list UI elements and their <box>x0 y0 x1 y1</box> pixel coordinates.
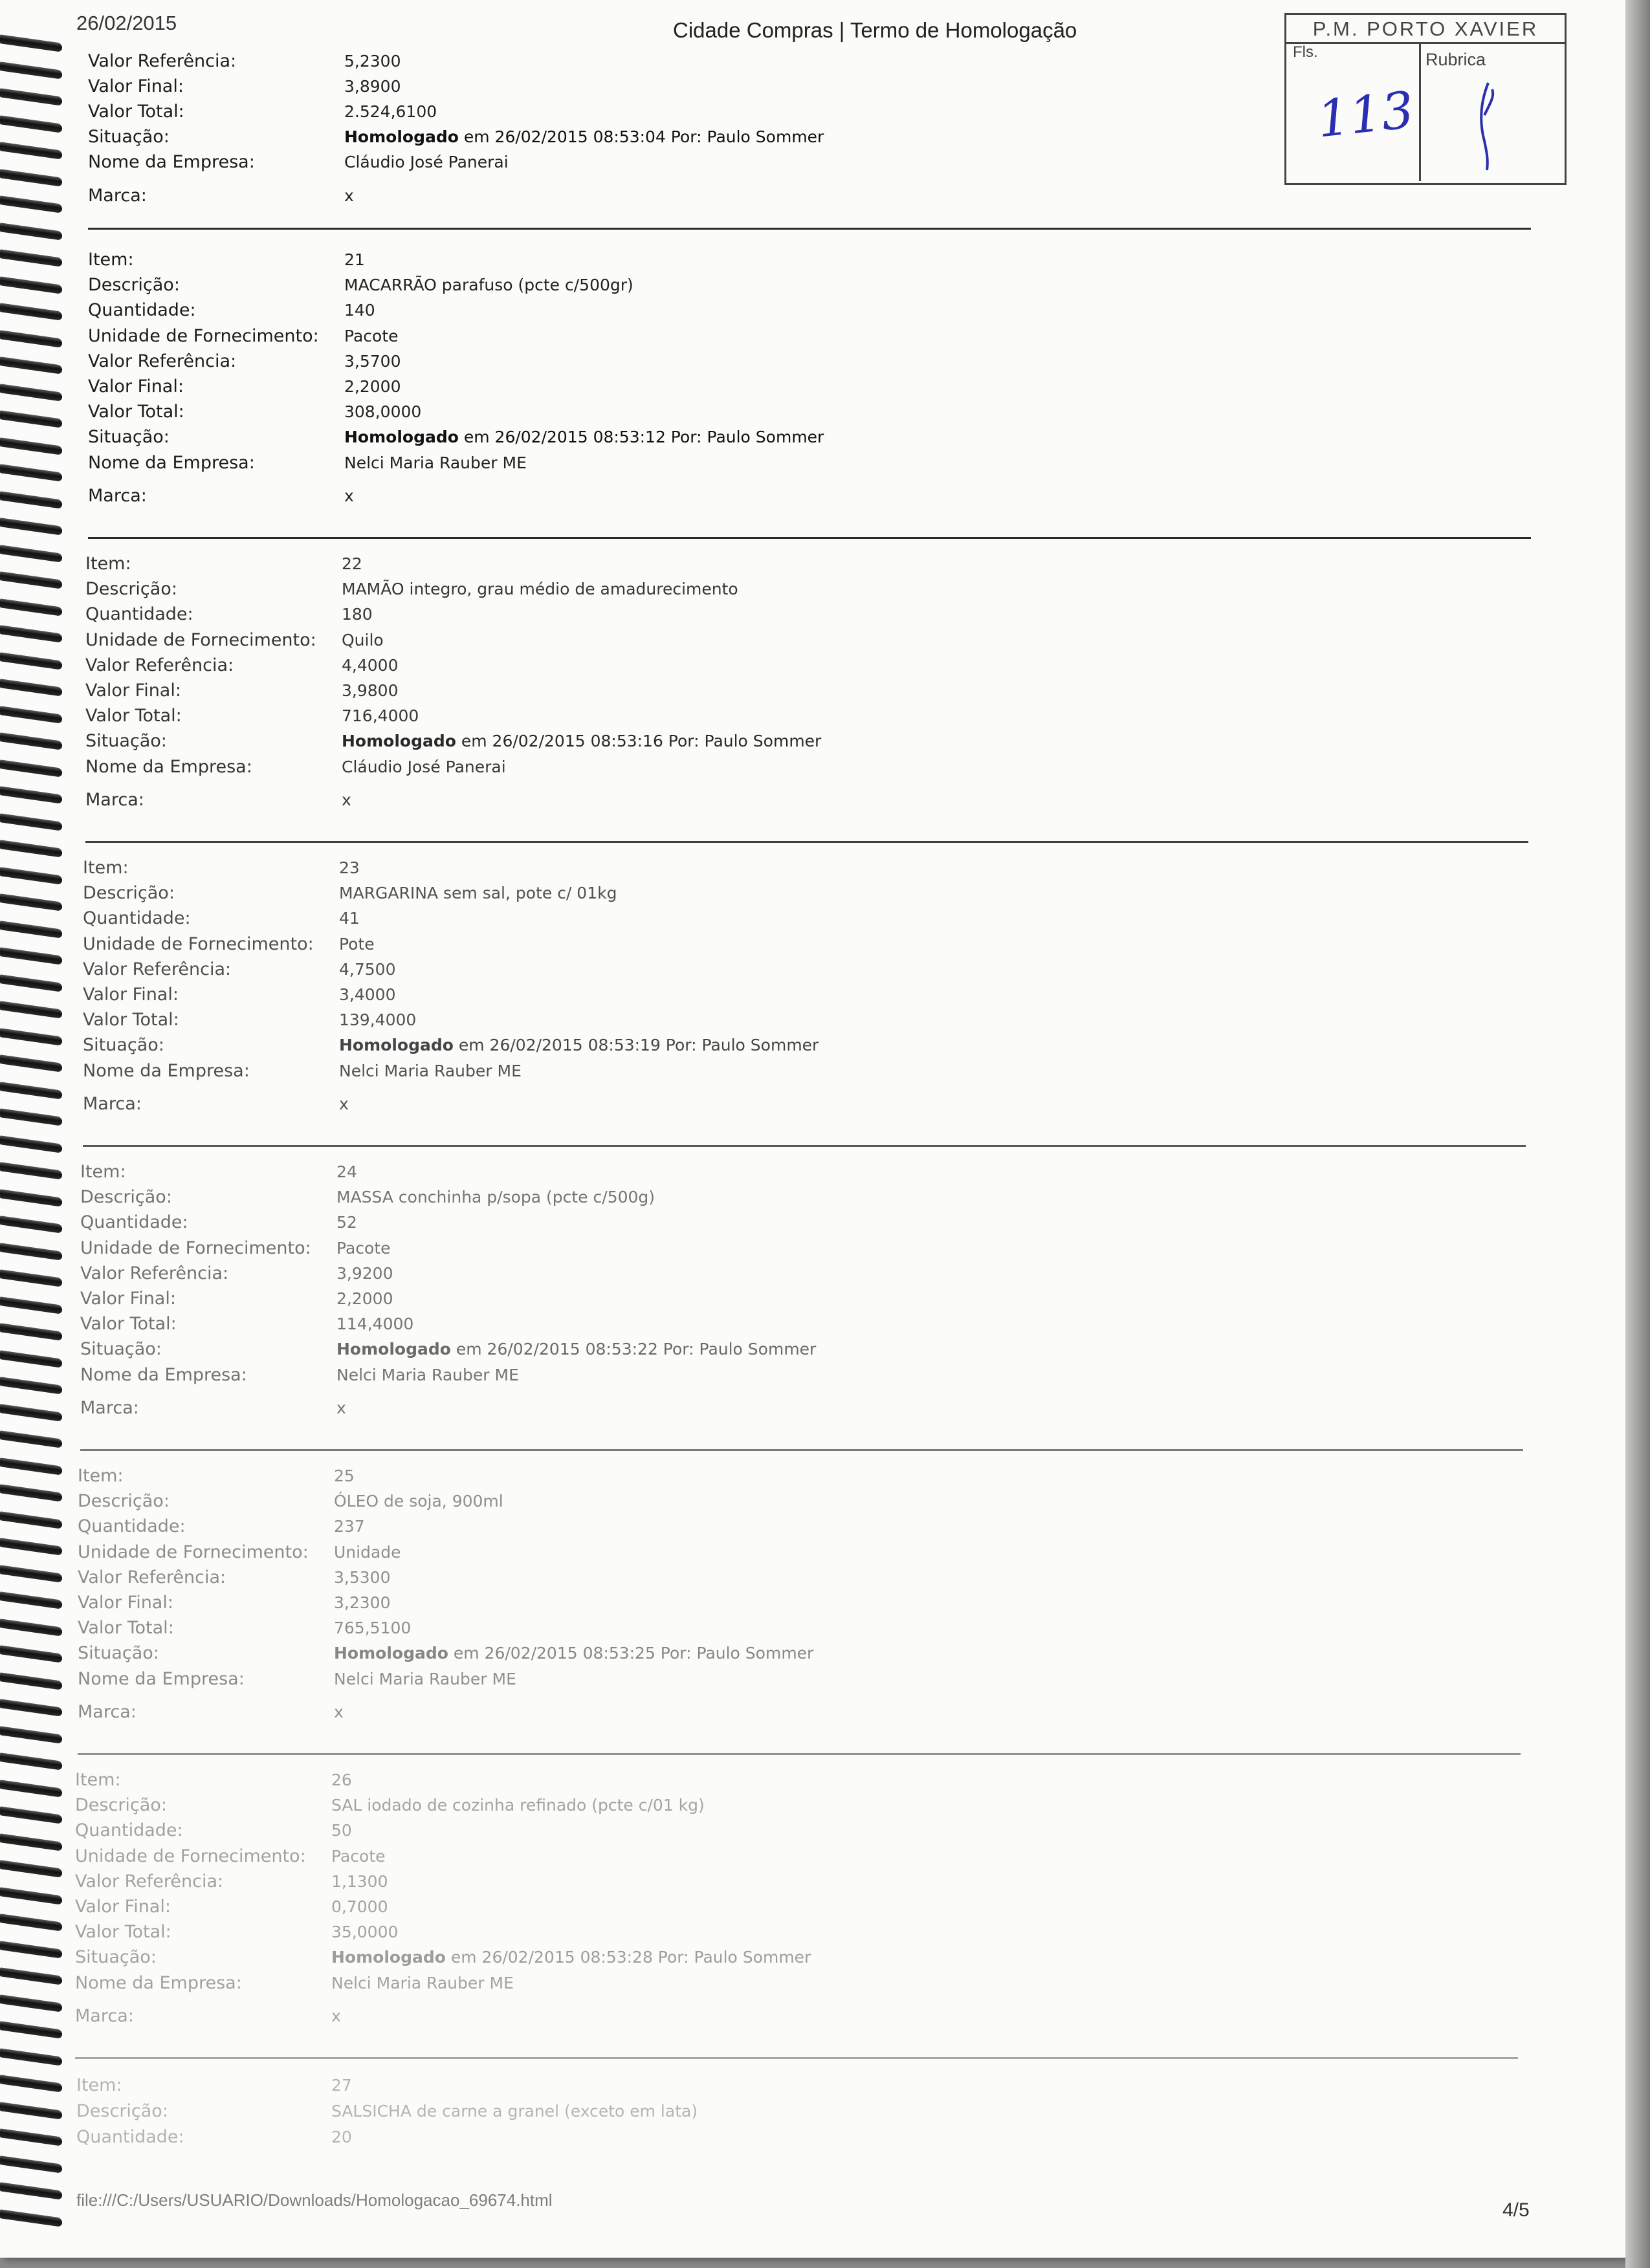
field-value: 140 <box>344 301 375 320</box>
binding-coil <box>0 2021 62 2038</box>
binding-coil <box>0 1135 62 1153</box>
binding-coil <box>0 1028 62 1045</box>
field-value: SAL iodado de cozinha refinado (pcte c/01 kg) <box>331 1796 705 1815</box>
binding-coil <box>0 679 62 696</box>
field-label: Unidade de Fornecimento: <box>83 933 314 954</box>
field-value: 3,5300 <box>334 1567 391 1587</box>
field-value: 20 <box>331 2128 352 2146</box>
field-label: Valor Total: <box>88 402 184 422</box>
binding-coil <box>0 1752 62 1770</box>
field-label: Valor Final: <box>80 1289 176 1309</box>
field-label: Quantidade: <box>88 300 196 321</box>
field-value: 139,4000 <box>339 1010 417 1030</box>
field-value: 114,4000 <box>336 1314 414 1334</box>
binding-coil <box>0 1860 62 1877</box>
field-value <box>344 124 824 150</box>
field-value: 23 <box>339 858 360 877</box>
field-label: Valor Final: <box>78 1593 173 1613</box>
field-label: Descrição: <box>88 275 180 296</box>
print-date: 26/02/2015 <box>76 12 177 34</box>
binding-coil <box>0 276 62 294</box>
field-value: x <box>344 486 354 505</box>
field-value: 27 <box>331 2076 352 2095</box>
field-value <box>334 1641 813 1666</box>
field-label: Descrição: <box>76 2101 168 2121</box>
field-value: ÓLEO de soja, 900ml <box>334 1492 503 1511</box>
field-value: 50 <box>331 1821 352 1840</box>
binding-coil <box>0 1296 62 1314</box>
binding-coil <box>0 1780 62 1797</box>
binding-coil <box>0 1967 62 1985</box>
field-value: 3,9200 <box>336 1263 393 1283</box>
field-value: Pacote <box>336 1238 391 1258</box>
field-value: 308,0000 <box>344 402 422 422</box>
field-label: Nome da Empresa: <box>80 1364 247 1385</box>
field-value: 3,4000 <box>339 985 396 1004</box>
binding-coil <box>0 1189 62 1206</box>
field-label: Marca: <box>83 1093 142 1114</box>
page-title: Cidade Compras | Termo de Homologação <box>673 18 1077 42</box>
field-value: 1,1300 <box>331 1871 388 1891</box>
field-label: Situação: <box>88 127 170 147</box>
field-value: 0,7000 <box>331 1897 388 1916</box>
binding-coil <box>0 249 62 267</box>
field-value: Pote <box>339 934 375 954</box>
binding-coil <box>0 303 62 320</box>
field-label: Nome da Empresa: <box>88 152 255 172</box>
field-value: Pacote <box>344 326 399 345</box>
status-text: Homologado <box>339 1036 454 1055</box>
field-label: Quantidade: <box>80 1212 188 1233</box>
status-detail: em 26/02/2015 08:53:19 Por: Paulo Sommer <box>458 1036 819 1055</box>
status-detail: em 26/02/2015 08:53:04 Por: Paulo Sommer <box>463 127 824 146</box>
field-label: Unidade de Fornecimento: <box>78 1542 309 1562</box>
field-value: 22 <box>342 554 362 573</box>
binding-coil <box>0 410 62 428</box>
binding-coil <box>0 813 62 831</box>
field-value: x <box>339 1094 349 1113</box>
field-label: Quantidade: <box>78 1516 186 1537</box>
binding-coil <box>0 115 62 133</box>
field-value: MAMÃO integro, grau médio de amadurecimento <box>342 580 738 599</box>
binding-coil <box>0 947 62 965</box>
binding-coil <box>0 1484 62 1501</box>
stamp-rubrica-label: Rubrica <box>1425 50 1486 69</box>
field-label: Valor Final: <box>85 681 181 701</box>
binding-coil <box>0 437 62 455</box>
field-label: Unidade de Fornecimento: <box>88 325 319 346</box>
binding-coil <box>0 1994 62 2012</box>
field-value: 4,7500 <box>339 959 396 979</box>
field-label: Situação: <box>75 1947 157 1968</box>
binding-coil <box>0 1565 62 1582</box>
field-label: Valor Total: <box>88 102 184 122</box>
footer-page-number: 4/5 <box>1502 2199 1530 2221</box>
stamp-fls-label: Fls. <box>1293 43 1318 61</box>
field-value: 2,2000 <box>344 377 401 396</box>
field-label: Valor Total: <box>75 1922 171 1943</box>
field-value <box>331 1945 811 1970</box>
binding-coil <box>0 88 62 105</box>
field-value: 3,9800 <box>342 681 399 700</box>
field-value: Nelci Maria Rauber ME <box>344 453 527 472</box>
field-label: Situação: <box>80 1339 162 1360</box>
field-value <box>336 1336 816 1362</box>
binding-coil <box>0 330 62 347</box>
field-value: MARGARINA sem sal, pote c/ 01kg <box>339 884 617 903</box>
field-label: Valor Final: <box>88 376 184 397</box>
binding-coil <box>0 2155 62 2173</box>
field-value: Unidade <box>334 1542 401 1562</box>
paper-edge <box>1625 0 1650 2268</box>
status-text: Homologado <box>331 1948 446 1967</box>
binding-coil <box>0 1726 62 1743</box>
binding-coil <box>0 1538 62 1555</box>
record-separator <box>80 1449 1523 1451</box>
record-separator <box>85 841 1528 843</box>
status-text: Homologado <box>342 732 456 751</box>
binding-coil <box>0 1619 62 1636</box>
binding-coil <box>0 142 62 159</box>
field-label: Descrição: <box>85 579 177 600</box>
binding-coil <box>0 1833 62 1851</box>
record-separator <box>88 228 1531 230</box>
field-label: Nome da Empresa: <box>83 1060 250 1081</box>
field-label: Quantidade: <box>75 1820 183 1841</box>
field-label: Unidade de Fornecimento: <box>80 1238 311 1258</box>
binding-coil <box>0 356 62 374</box>
binding-coil <box>0 921 62 938</box>
stamp-sheet-number: 113 <box>1314 81 1417 149</box>
field-label: Nome da Empresa: <box>75 1972 242 1993</box>
field-value: Nelci Maria Rauber ME <box>336 1365 519 1384</box>
status-text: Homologado <box>336 1340 451 1359</box>
stamp-org: P.M. PORTO XAVIER <box>1286 15 1565 44</box>
field-value: 52 <box>336 1213 357 1232</box>
binding-coil <box>0 786 62 803</box>
binding-coil <box>0 625 62 642</box>
field-label: Situação: <box>85 731 167 752</box>
protocol-stamp <box>1284 13 1567 185</box>
field-label: Descrição: <box>78 1491 170 1512</box>
field-value: 25 <box>334 1467 355 1485</box>
field-value: 765,5100 <box>334 1619 412 1638</box>
status-text: Homologado <box>344 428 459 447</box>
field-label: Valor Referência: <box>83 959 232 979</box>
binding-coil <box>0 491 62 508</box>
binding-coil <box>0 61 62 79</box>
field-value: x <box>331 2006 341 2025</box>
binding-coil <box>0 1323 62 1340</box>
field-label: Quantidade: <box>83 908 191 929</box>
binding-coil <box>0 1645 62 1663</box>
field-label: Valor Total: <box>83 1010 179 1030</box>
field-label: Unidade de Fornecimento: <box>85 629 316 650</box>
binding-coil <box>0 1082 62 1099</box>
field-label: Nome da Empresa: <box>88 452 255 473</box>
record-separator <box>88 537 1531 539</box>
footer-file-path: file:///C:/Users/USUARIO/Downloads/Homologacao_69674.html <box>76 2190 553 2210</box>
status-detail: em 26/02/2015 08:53:12 Por: Paulo Sommer <box>463 428 824 447</box>
binding-coil <box>0 759 62 777</box>
field-label: Item: <box>88 250 134 270</box>
binding-coil <box>0 518 62 535</box>
status-detail: em 26/02/2015 08:53:16 Por: Paulo Sommer <box>461 732 822 751</box>
field-label: Descrição: <box>75 1795 167 1816</box>
field-value <box>344 424 824 450</box>
field-label: Marca: <box>78 1701 137 1722</box>
binding-coil <box>0 223 62 240</box>
field-label: Marca: <box>80 1397 139 1418</box>
binding-coil <box>0 1162 62 1179</box>
field-label: Valor Final: <box>88 76 184 96</box>
binding-coil <box>0 974 62 992</box>
field-label: Descrição: <box>83 883 175 904</box>
binding-coil <box>0 1591 62 1609</box>
field-value: Cláudio José Panerai <box>342 757 506 776</box>
field-label: Marca: <box>75 2005 134 2026</box>
field-value: MASSA conchinha p/sopa (pcte c/500g) <box>336 1188 655 1207</box>
field-label: Marca: <box>85 789 144 810</box>
binding-coil <box>0 1350 62 1368</box>
field-label: Marca: <box>88 485 147 506</box>
field-label: Valor Referência: <box>75 1871 224 1892</box>
field-value: 716,4000 <box>342 706 419 726</box>
field-label: Nome da Empresa: <box>78 1668 245 1689</box>
binding-coil <box>0 1672 62 1690</box>
binding-coil <box>0 1054 62 1072</box>
binding-coil <box>0 34 62 52</box>
record-separator <box>75 2057 1518 2059</box>
status-text: Homologado <box>344 127 459 146</box>
field-label: Quantidade: <box>85 604 193 625</box>
field-label: Situação: <box>88 427 170 448</box>
field-label: Unidade de Fornecimento: <box>75 1846 306 1866</box>
field-value: 3,8900 <box>344 77 401 96</box>
status-text: Homologado <box>334 1644 448 1663</box>
field-value <box>339 1032 819 1058</box>
field-label: Valor Total: <box>85 706 182 726</box>
binding-coil <box>0 1914 62 1931</box>
binding-coil <box>0 1699 62 1716</box>
field-label: Valor Referência: <box>80 1263 229 1283</box>
field-value: 5,2300 <box>344 52 401 71</box>
binding-coil <box>0 652 62 670</box>
binding-coil <box>0 545 62 562</box>
binding-coil <box>0 571 62 589</box>
field-label: Valor Total: <box>78 1618 174 1639</box>
binding-coil <box>0 1108 62 1126</box>
field-value: x <box>336 1398 346 1417</box>
stamp-divider <box>1419 44 1421 181</box>
field-value: Nelci Maria Rauber ME <box>339 1061 522 1080</box>
field-label: Valor Referência: <box>78 1567 226 1587</box>
binding-coil <box>0 732 62 750</box>
field-value: 21 <box>344 250 365 269</box>
field-value: 237 <box>334 1517 365 1536</box>
binding-coil <box>0 2182 62 2199</box>
field-label: Item: <box>75 1770 121 1790</box>
field-label: Valor Final: <box>75 1897 171 1917</box>
field-value: 4,4000 <box>342 655 399 675</box>
binding-coil <box>0 1404 62 1421</box>
field-label: Valor Referência: <box>88 351 237 371</box>
field-label: Item: <box>78 1466 124 1486</box>
field-value: Cláudio José Panerai <box>344 153 509 171</box>
field-label: Valor Referência: <box>88 51 237 71</box>
binding-coil <box>0 1457 62 1475</box>
status-detail: em 26/02/2015 08:53:25 Por: Paulo Sommer <box>453 1644 814 1663</box>
binding-coil <box>0 1511 62 1529</box>
field-value: 3,2300 <box>334 1593 391 1612</box>
binding-coil <box>0 1941 62 1958</box>
binding-coil <box>0 1430 62 1448</box>
field-value: 26 <box>331 1771 352 1789</box>
field-value: Nelci Maria Rauber ME <box>334 1669 516 1688</box>
field-value: Nelci Maria Rauber ME <box>331 1973 514 1992</box>
field-value: 2.524,6100 <box>344 102 437 121</box>
binding-coil <box>0 2075 62 2092</box>
binding-coil <box>0 1269 62 1287</box>
spiral-binding <box>0 39 65 2251</box>
binding-coil <box>0 1377 62 1394</box>
binding-coil <box>0 867 62 884</box>
field-value: 24 <box>336 1162 357 1181</box>
field-value: x <box>342 790 351 809</box>
field-value <box>342 728 821 754</box>
field-label: Item: <box>85 554 131 574</box>
field-label: Nome da Empresa: <box>85 756 252 777</box>
status-detail: em 26/02/2015 08:53:28 Por: Paulo Sommer <box>450 1948 811 1967</box>
binding-coil <box>0 893 62 911</box>
field-label: Valor Referência: <box>85 655 234 675</box>
binding-coil <box>0 169 62 186</box>
field-label: Valor Total: <box>80 1314 177 1335</box>
field-value: 180 <box>342 605 373 624</box>
field-value: Quilo <box>342 630 384 649</box>
field-value: MACARRÃO parafuso (pcte c/500gr) <box>344 276 633 295</box>
binding-coil <box>0 840 62 857</box>
binding-coil <box>0 384 62 401</box>
field-label: Situação: <box>83 1035 164 1056</box>
field-value: SALSICHA de carne a granel (exceto em lata) <box>331 2102 698 2121</box>
field-label: Valor Final: <box>83 985 179 1005</box>
binding-coil <box>0 1887 62 1904</box>
binding-coil <box>0 1243 62 1260</box>
field-label: Item: <box>76 2075 122 2095</box>
field-value: x <box>344 186 354 205</box>
field-value: Pacote <box>331 1846 386 1866</box>
binding-coil <box>0 1806 62 1824</box>
handwritten-rubrica-signature <box>1469 76 1508 173</box>
binding-coil <box>0 195 62 213</box>
field-label: Situação: <box>78 1643 159 1664</box>
binding-coil <box>0 2128 62 2146</box>
binding-coil <box>0 598 62 616</box>
field-value: 3,5700 <box>344 351 401 371</box>
binding-coil <box>0 1216 62 1233</box>
field-label: Marca: <box>88 186 147 206</box>
binding-coil <box>0 2048 62 2066</box>
binding-coil <box>0 706 62 723</box>
status-detail: em 26/02/2015 08:53:22 Por: Paulo Sommer <box>456 1340 817 1359</box>
field-value: 41 <box>339 909 360 928</box>
record-separator <box>78 1753 1521 1755</box>
binding-coil <box>0 2209 62 2227</box>
field-value: 2,2000 <box>336 1289 393 1308</box>
field-value: x <box>334 1702 344 1721</box>
field-value: 35,0000 <box>331 1923 399 1942</box>
binding-coil <box>0 464 62 481</box>
binding-coil <box>0 2102 62 2119</box>
binding-coil <box>0 1001 62 1018</box>
field-label: Item: <box>83 858 129 878</box>
field-label: Descrição: <box>80 1187 172 1208</box>
record-separator <box>83 1145 1526 1147</box>
field-label: Item: <box>80 1162 126 1182</box>
field-label: Quantidade: <box>76 2127 184 2147</box>
